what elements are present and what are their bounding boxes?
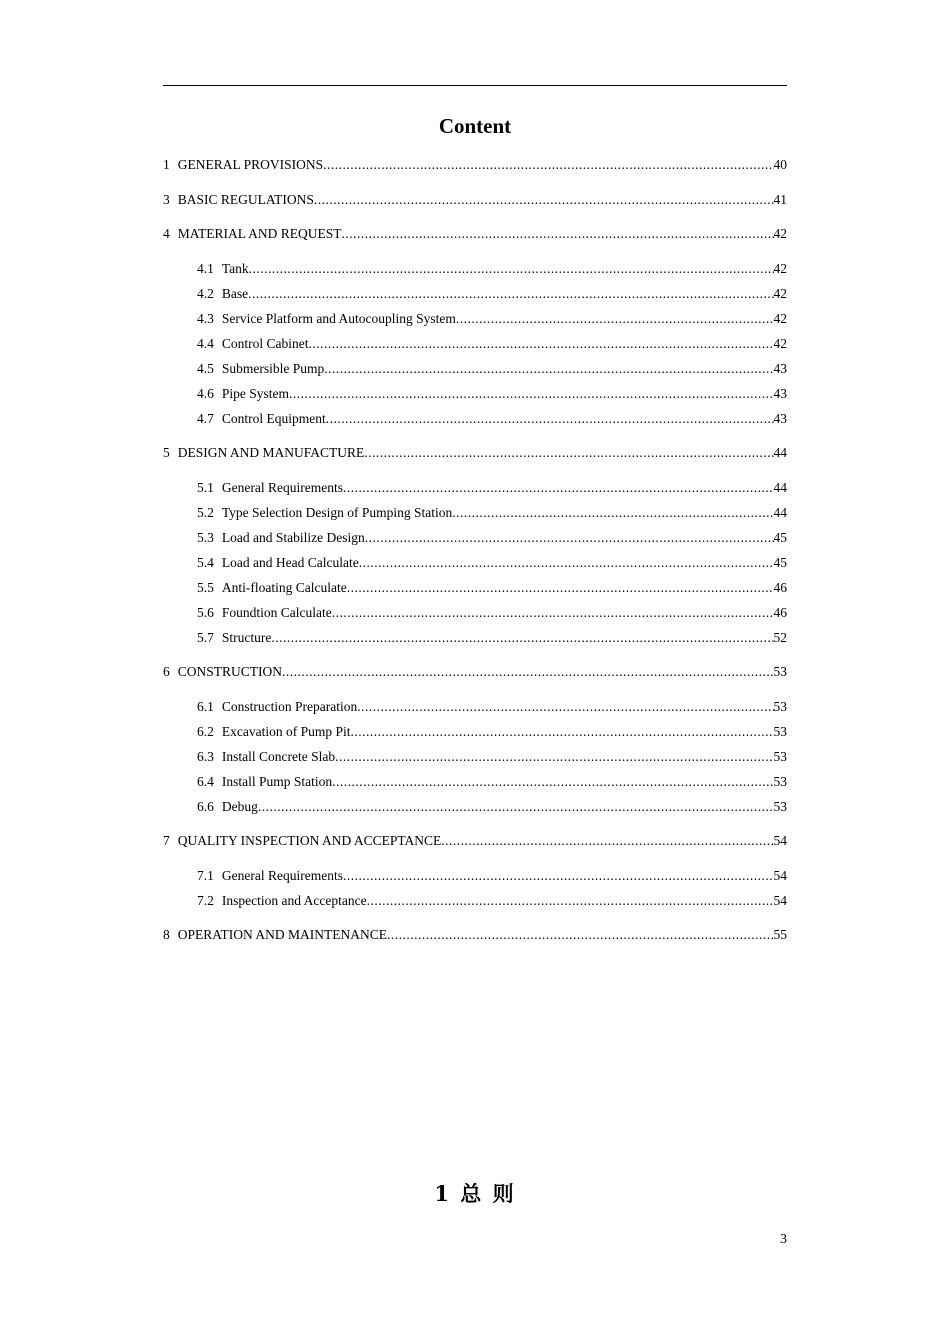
toc-entry-page: 45: [773, 554, 787, 570]
toc-chapter-entry[interactable]: [163, 831, 787, 851]
toc-leader-dots: [271, 628, 773, 648]
toc-entry-page: 46: [773, 604, 787, 620]
toc-leader-dots: [289, 384, 773, 404]
toc-leader-dots: [324, 359, 773, 379]
toc-leader-dots: [332, 603, 774, 623]
toc-entry-number: 4.5: [197, 360, 214, 376]
toc-leader-dots: [347, 578, 774, 598]
toc-entry-label: QUALITY INSPECTION AND ACCEPTANCE: [177, 833, 442, 848]
toc-entry-label: Structure: [221, 629, 272, 645]
toc-entry-number: 6: [163, 664, 170, 679]
toc-entry-number: 6.2: [197, 723, 214, 739]
toc-section-entry[interactable]: [163, 503, 787, 523]
toc-entry-page: 54: [773, 867, 787, 883]
toc-chapter-entry[interactable]: [163, 925, 787, 945]
toc-leader-dots: [326, 409, 774, 429]
page-title: Content: [438, 114, 512, 138]
toc-section-entry[interactable]: [163, 409, 787, 429]
toc-entry-label: Inspection and Acceptance: [221, 892, 367, 908]
toc-leader-dots: [249, 259, 774, 279]
toc-chapter-entry[interactable]: [163, 155, 787, 175]
toc-leader-dots: [343, 866, 774, 886]
toc-entry-page: 54: [773, 892, 787, 908]
toc-entry-label: Pipe System: [221, 385, 290, 401]
toc-entry-page: 55: [773, 927, 787, 942]
toc-entry-label: OPERATION AND MAINTENANCE: [177, 927, 387, 942]
toc-leader-dots: [367, 891, 774, 911]
toc-section-entry[interactable]: [163, 797, 787, 817]
toc-leader-dots: [343, 478, 774, 498]
toc-leader-dots: [351, 722, 774, 742]
toc-entry-page: 42: [773, 335, 787, 351]
toc-entry-page: 43: [773, 385, 787, 401]
toc-entry-number: 6.6: [197, 798, 214, 814]
toc-entry-number: 4.1: [197, 260, 214, 276]
toc-entry-number: 4.7: [197, 410, 214, 426]
toc-leader-dots: [335, 747, 773, 767]
toc-section-entry[interactable]: [163, 284, 787, 304]
toc-section-entry[interactable]: [163, 359, 787, 379]
toc-chapter-entry[interactable]: [163, 190, 787, 210]
toc-leader-dots: [282, 662, 773, 682]
toc-entry-number: 1: [163, 157, 170, 172]
toc-entry-number: 7.2: [197, 892, 214, 908]
toc-leader-dots: [309, 334, 774, 354]
toc-section-entry[interactable]: [163, 866, 787, 886]
toc-section-entry[interactable]: [163, 891, 787, 911]
toc-entry-number: 5.7: [197, 629, 214, 645]
toc-entry-label: GENERAL PROVISIONS: [177, 157, 324, 172]
toc-entry-label: Debug: [221, 798, 258, 814]
toc-entry-number: 5.6: [197, 604, 214, 620]
toc-leader-dots: [258, 797, 774, 817]
toc-section-entry[interactable]: [163, 603, 787, 623]
toc-entry-page: 52: [773, 629, 787, 645]
toc-section-entry[interactable]: [163, 772, 787, 792]
toc-entry-number: 6.4: [197, 773, 214, 789]
toc-entry-page: 44: [773, 445, 787, 460]
toc-entry-label: Anti-floating Calculate: [221, 579, 347, 595]
chapter-heading: 1 总 则: [434, 1181, 516, 1206]
toc-entry-label: Submersible Pump: [221, 360, 325, 376]
toc-leader-dots: [323, 155, 773, 175]
toc-entry-label: BASIC REGULATIONS: [177, 191, 314, 207]
toc-entry-page: 45: [773, 529, 787, 545]
toc-leader-dots: [359, 553, 774, 573]
toc-entry-label: Excavation of Pump Pit: [221, 723, 351, 739]
toc-entry-number: 5.1: [197, 479, 214, 495]
toc-leader-dots: [248, 284, 773, 304]
toc-section-entry[interactable]: [163, 697, 787, 717]
toc-entry-label: Foundtion Calculate: [221, 604, 332, 620]
toc-entry-page: 42: [773, 310, 787, 326]
toc-entry-label: Base: [221, 285, 249, 301]
toc-entry-label: Construction Preparation: [221, 698, 358, 714]
toc-entry-number: 4: [163, 226, 170, 241]
toc-entry-page: 53: [773, 664, 787, 679]
toc-chapter-entry[interactable]: [163, 662, 787, 682]
toc-entry-page: 46: [773, 579, 787, 595]
toc-entry-number: 5.5: [197, 579, 214, 595]
toc-entry-page: 53: [773, 773, 787, 789]
header-rule: [163, 85, 787, 86]
toc-entry-number: 6.3: [197, 748, 214, 764]
toc-entry-label: Control Equipment: [221, 410, 326, 426]
toc-entry-page: 53: [773, 748, 787, 764]
toc-entry-label: Tank: [221, 260, 249, 276]
toc-entry-label: General Requirements: [221, 867, 343, 883]
toc-entry-label: Install Concrete Slab: [221, 748, 336, 764]
toc-entry-number: 6.1: [197, 698, 214, 714]
toc-entry-number: 7: [163, 833, 170, 848]
toc-leader-dots: [364, 443, 773, 463]
toc-section-entry[interactable]: [163, 553, 787, 573]
toc-entry-page: 41: [773, 191, 787, 207]
toc-leader-dots: [365, 528, 774, 548]
toc-entry-number: 4.4: [197, 335, 214, 351]
toc-entry-number: 5.4: [197, 554, 214, 570]
toc-entry-label: Load and Head Calculate: [221, 554, 359, 570]
toc-section-entry[interactable]: [163, 628, 787, 648]
toc-entry-page: 54: [773, 833, 787, 848]
toc-leader-dots: [441, 831, 773, 851]
toc-section-entry[interactable]: [163, 528, 787, 548]
toc-entry-page: 44: [773, 479, 787, 495]
toc-section-entry[interactable]: [163, 578, 787, 598]
page-number: 3: [780, 1232, 787, 1247]
toc-section-entry[interactable]: [163, 478, 787, 498]
toc-chapter-entry[interactable]: [163, 224, 787, 244]
toc-entry-label: Control Cabinet: [221, 335, 309, 351]
toc-entry-label: CONSTRUCTION: [177, 664, 283, 679]
toc-entry-number: 4.6: [197, 385, 214, 401]
toc-entry-page: 44: [773, 504, 787, 520]
toc-entry-label: Type Selection Design of Pumping Station: [221, 504, 453, 520]
toc-entry-page: 42: [773, 285, 787, 301]
toc-entry-number: 5.3: [197, 529, 214, 545]
toc-entry-page: 42: [773, 226, 787, 241]
toc-entry-label: MATERIAL AND REQUEST: [177, 226, 342, 241]
toc-entry-label: Load and Stabilize Design: [221, 529, 365, 545]
toc-section-entry[interactable]: [163, 309, 787, 329]
toc-leader-dots: [387, 925, 774, 945]
toc-leader-dots: [342, 224, 774, 244]
toc-section-entry[interactable]: [163, 722, 787, 742]
toc-entry-number: 7.1: [197, 867, 214, 883]
toc-entry-page: 53: [773, 798, 787, 814]
toc-entry-label: General Requirements: [221, 479, 343, 495]
toc-entry-page: 43: [773, 360, 787, 376]
toc-entry-number: 4.3: [197, 310, 214, 326]
toc-entry-number: 4.2: [197, 285, 214, 301]
table-of-contents: [163, 155, 787, 945]
toc-leader-dots: [456, 309, 774, 329]
toc-entry-label: Install Pump Station: [221, 773, 333, 789]
toc-entry-number: 3: [163, 191, 170, 207]
toc-section-entry[interactable]: [163, 384, 787, 404]
toc-entry-number: 5.2: [197, 504, 214, 520]
toc-entry-label: DESIGN AND MANUFACTURE: [177, 445, 365, 460]
toc-entry-page: 53: [773, 698, 787, 714]
toc-entry-page: 53: [773, 723, 787, 739]
toc-leader-dots: [452, 503, 773, 523]
toc-entry-page: 40: [773, 157, 787, 172]
toc-entry-number: 5: [163, 445, 170, 460]
toc-section-entry[interactable]: [163, 747, 787, 767]
toc-section-entry[interactable]: [163, 259, 787, 279]
toc-leader-dots: [332, 772, 773, 792]
toc-entry-number: 8: [163, 927, 170, 942]
toc-entry-page: 43: [773, 410, 787, 426]
toc-chapter-entry[interactable]: [163, 443, 787, 463]
toc-section-entry[interactable]: [163, 334, 787, 354]
toc-leader-dots: [314, 190, 774, 210]
toc-entry-label: Service Platform and Autocoupling System: [221, 310, 456, 326]
toc-entry-page: 42: [773, 260, 787, 276]
toc-leader-dots: [357, 697, 773, 717]
